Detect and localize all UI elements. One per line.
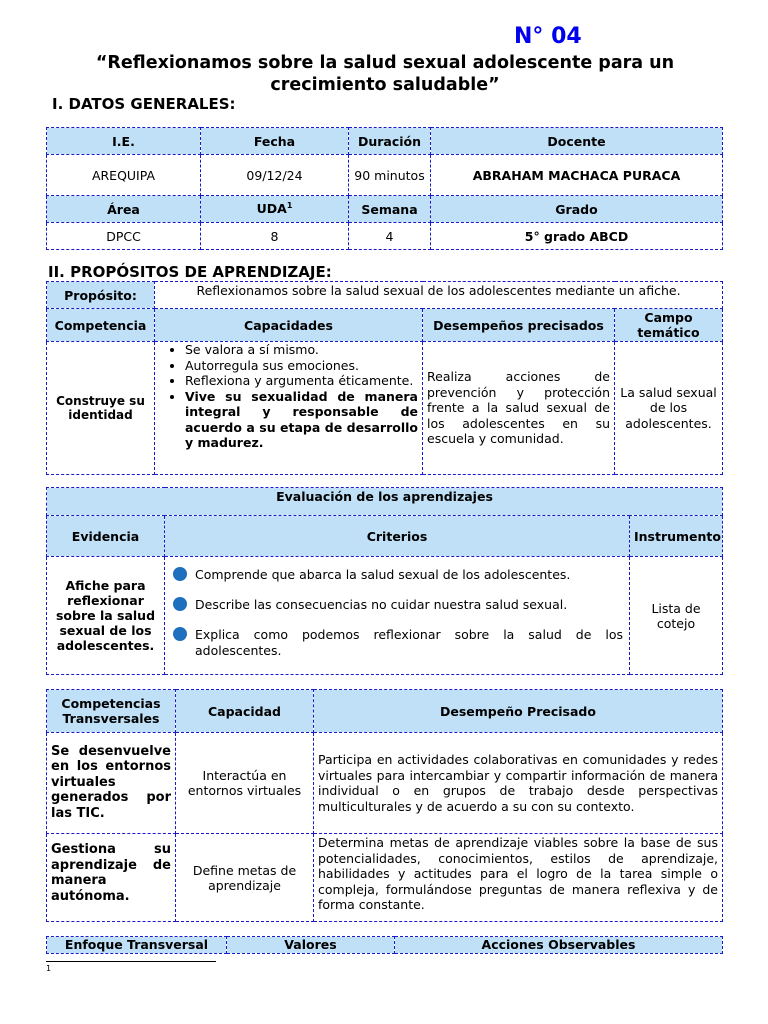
capacities-cell: [155, 342, 423, 475]
header-evidencia: Evidencia: [47, 516, 165, 557]
performance-value: Realiza acciones de prevención y protección frente a la salud sexual de los adolescentes en su escuela y comunidad.: [423, 342, 615, 475]
capacity-item: • Autorregula sus emociones.: [185, 358, 418, 374]
criterion-text: Comprende que abarca la salud sexual de los adolescentes.: [195, 567, 571, 582]
evaluation-title: Evaluación de los aprendizajes: [47, 488, 723, 516]
header-enfoque-transversal: Enfoque Transversal: [47, 937, 227, 954]
transversal-competence: Se desenvuelve en los entornos virtuales generados por las TIC.: [47, 733, 176, 834]
criterion-text: Describe las consecuencias no cuidar nuestra salud sexual.: [195, 597, 568, 612]
capacities-list: [159, 342, 418, 451]
instrument-value: Lista de cotejo: [630, 557, 723, 675]
bullet-icon: [173, 627, 187, 641]
criterion-item: [173, 627, 623, 659]
value-fecha: 09/12/24: [201, 155, 349, 196]
header-semana: Semana: [349, 196, 431, 223]
section-datos-generales-title: I. DATOS GENERALES:: [52, 95, 236, 113]
header-valores: Valores: [227, 937, 395, 954]
header-campo-tematico: Campo temático: [615, 309, 723, 342]
capacity-item: • Se valora a sí mismo.: [185, 342, 418, 358]
header-desempenos: Desempeños precisados: [423, 309, 615, 342]
approach-table: [46, 936, 723, 954]
header-docente: Docente: [431, 128, 723, 155]
evaluation-table: [46, 487, 723, 675]
purpose-label: Propósito:: [47, 282, 155, 309]
transversal-competence: Gestiona su aprendizaje de manera autónoma.: [47, 834, 176, 922]
header-fecha: Fecha: [201, 128, 349, 155]
transversal-capacity: Interactúa en entornos virtuales: [176, 733, 314, 834]
header-area: Área: [47, 196, 201, 223]
header-duracion: Duración: [349, 128, 431, 155]
session-number: N° 04: [514, 24, 582, 49]
footnote-ref: 1: [286, 201, 293, 211]
value-duracion: 90 minutos: [349, 155, 431, 196]
transversal-table: [46, 689, 723, 922]
header-grado: Grado: [431, 196, 723, 223]
header-criterios: Criterios: [165, 516, 630, 557]
header-ie: I.E.: [47, 128, 201, 155]
transversal-capacity: Define metas de aprendizaje: [176, 834, 314, 922]
transversal-performance: Participa en actividades colaborativas en comunidades y redes virtuales para intercambiar y compartir información de manera individual o en grupos de trabajo desde perspectivas multiculturales y de acuerdo a su con su contexto.: [314, 733, 723, 834]
bullet-icon: [173, 567, 187, 581]
header-uda: [201, 196, 349, 223]
purpose-table: [46, 281, 723, 475]
section-propositos-title: II. PROPÓSITOS DE APRENDIZAJE:: [48, 263, 332, 281]
header-desempeno-precisado: Desempeño Precisado: [314, 690, 723, 733]
transversal-performance: Determina metas de aprendizaje viables sobre la base de sus potencialidades, conocimientos, estilos de aprendizaje, habilidades y actitudes para el logro de la tarea simple o compleja, formulándose preguntas de manera reflexiva y de forma constante.: [314, 834, 723, 922]
value-semana: 4: [349, 223, 431, 250]
value-uda: 8: [201, 223, 349, 250]
criteria-cell: [165, 557, 630, 675]
header-competencia: Competencia: [47, 309, 155, 342]
criterion-item: [173, 597, 623, 613]
header-instrumento: Instrumento: [630, 516, 723, 557]
session-title: “Reflexionamos sobre la salud sexual adolescente para un crecimiento saludable”: [95, 53, 675, 95]
value-ie: AREQUIPA: [47, 155, 201, 196]
value-grado: 5° grado ABCD: [431, 223, 723, 250]
criterion-item: [173, 567, 623, 583]
value-docente: ABRAHAM MACHACA PURACA: [431, 155, 723, 196]
value-area: DPCC: [47, 223, 201, 250]
header-uda-label: UDA: [256, 201, 287, 217]
header-capacidades: Capacidades: [155, 309, 423, 342]
header-acciones-observables: Acciones Observables: [395, 937, 723, 954]
purpose-text: Reflexionamos sobre la salud sexual de los adolescentes mediante un afiche.: [155, 282, 723, 309]
footnote-number: 1: [46, 964, 52, 973]
capacity-item: • Reflexiona y argumenta éticamente.: [185, 373, 418, 389]
general-data-table: [46, 127, 723, 250]
capacity-item-main: • Vive su sexualidad de manera integral y responsable de acuerdo a su etapa de desarrollo y madurez.: [185, 389, 418, 451]
field-value: La salud sexual de los adolescentes.: [615, 342, 723, 475]
header-competencias-transversales: Competencias Transversales: [47, 690, 176, 733]
criterion-text: Explica como podemos reflexionar sobre la salud de los adolescentes.: [195, 627, 623, 658]
competence-value: Construye su identidad: [47, 342, 155, 475]
header-capacidad: Capacidad: [176, 690, 314, 733]
bullet-icon: [173, 597, 187, 611]
evidence-value: Afiche para reflexionar sobre la salud sexual de los adolescentes.: [47, 557, 165, 675]
footnote-separator: [46, 961, 216, 962]
